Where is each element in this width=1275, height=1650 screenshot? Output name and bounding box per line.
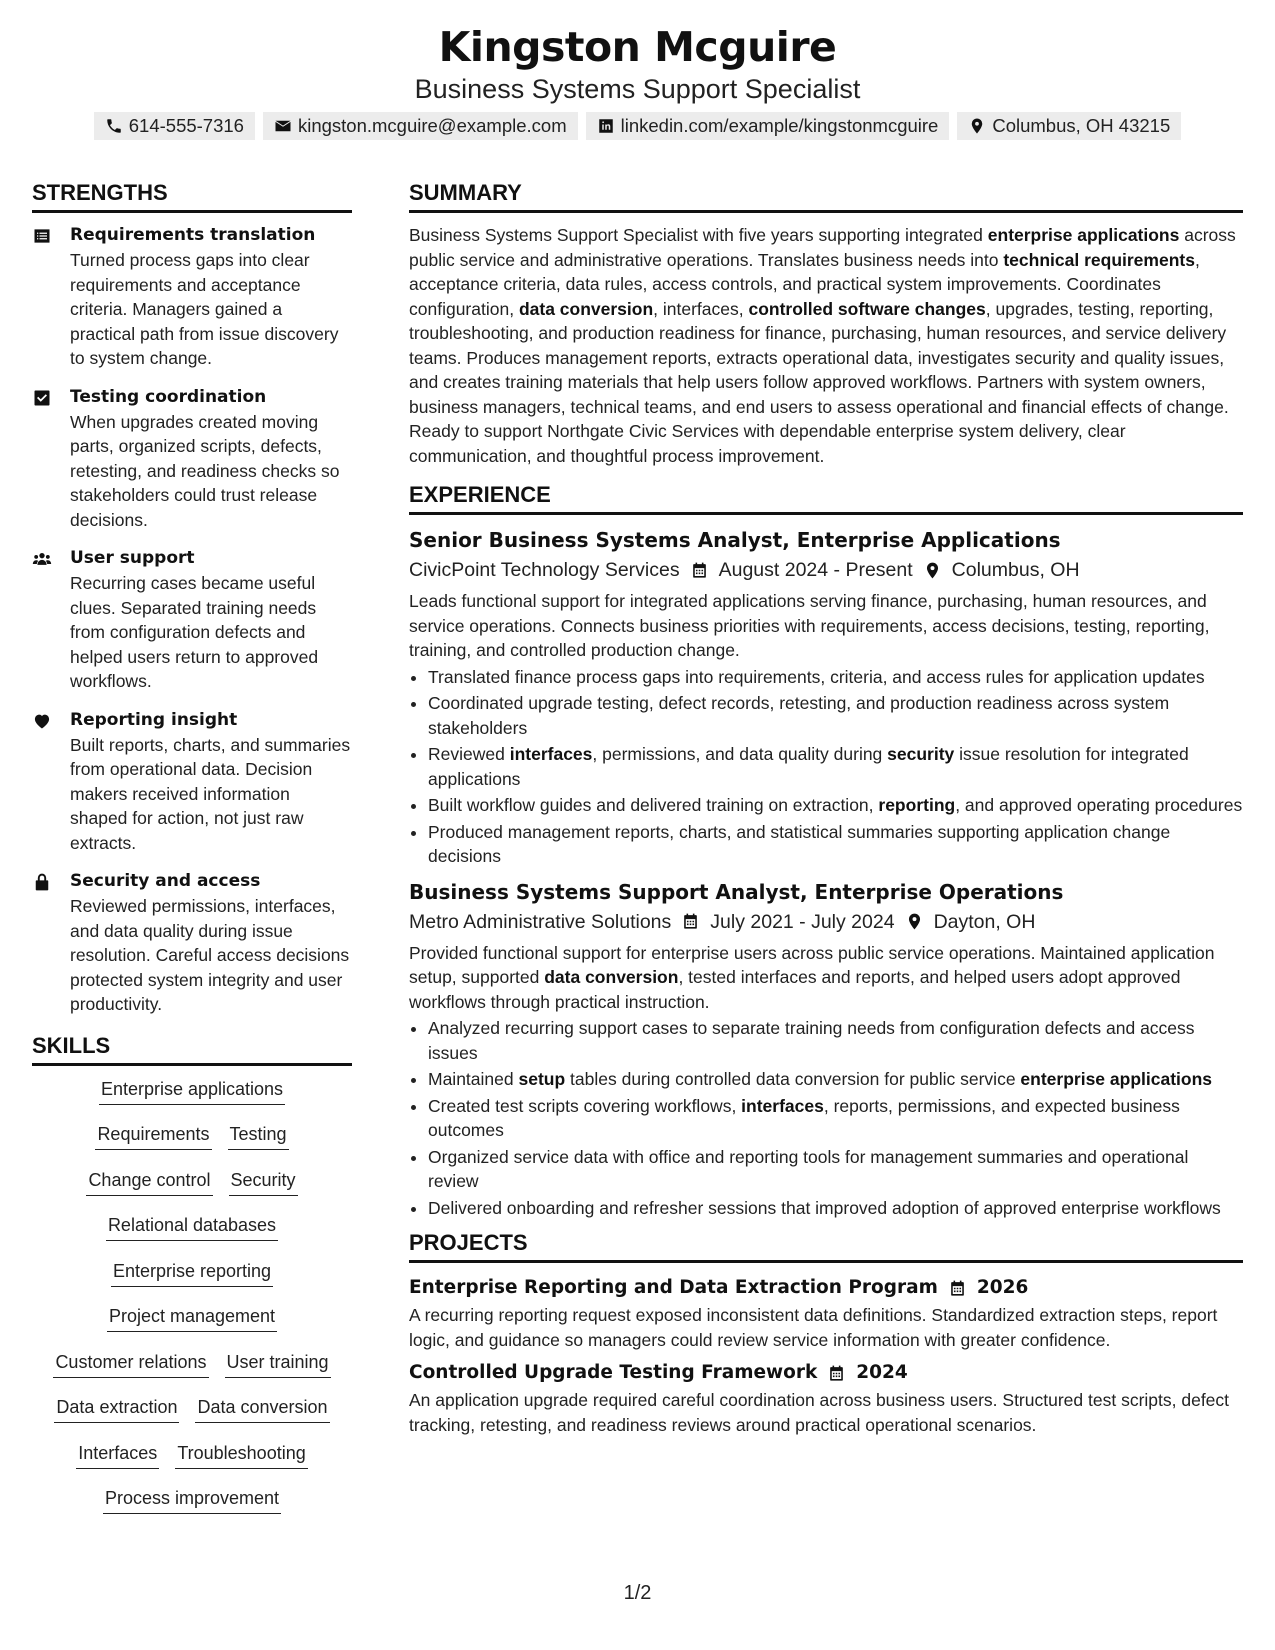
skill-tag: Data conversion <box>195 1394 329 1423</box>
job-title: Senior Business Systems Analyst, Enterprise Applications <box>409 528 1061 552</box>
left-column <box>32 178 352 1531</box>
skill-tag: Project management <box>107 1303 277 1332</box>
strength-text: Recurring cases became useful clues. Separated training needs from configuration defects and helped users return to approved workflows. <box>70 573 319 691</box>
job-bullets <box>409 1016 1243 1220</box>
strength-icon-wrap <box>32 708 56 856</box>
text-segment: Organized service data with office and reporting tools for management summaries and operational review <box>428 1146 1189 1191</box>
bullet-item <box>428 1145 1243 1194</box>
bullet-item <box>428 691 1243 740</box>
bullet-item <box>428 665 1243 690</box>
strength-title: Reporting insight <box>70 709 238 730</box>
job-location: Dayton, OH <box>933 910 1036 933</box>
linkedin-text: linkedin.com/example/kingstonmcguire <box>620 115 939 136</box>
project-title <box>409 1273 1243 1303</box>
strength-icon-wrap <box>32 546 56 694</box>
page-number: 1/2 <box>623 1582 652 1604</box>
candidate-role: Business Systems Support Specialist <box>414 74 861 104</box>
contact-bar <box>0 112 1275 140</box>
job-entry <box>409 525 1243 869</box>
job-company: CivicPoint Technology Services <box>409 559 680 581</box>
job-meta <box>409 555 1243 585</box>
job-meta <box>409 907 1243 937</box>
text-segment: tables during controlled data conversion for public service <box>565 1069 1021 1089</box>
strength-item <box>32 223 352 371</box>
skill-tag: Customer relations <box>53 1349 208 1378</box>
strength-body <box>70 223 352 371</box>
projects-list <box>409 1273 1243 1437</box>
strength-body <box>70 385 352 533</box>
skills-heading: SKILLS <box>32 1031 352 1066</box>
bullet-item <box>428 742 1243 791</box>
users-icon <box>32 549 52 569</box>
strength-text: When upgrades created moving parts, organized scripts, defects, retesting, and readiness checks so stakeholders could trust release decisions. <box>70 411 340 530</box>
strength-item <box>32 869 352 1017</box>
job-description <box>409 941 1243 1015</box>
phone-icon <box>105 117 123 135</box>
bold-keyword: setup <box>518 1069 566 1089</box>
job-location: Columbus, OH <box>951 559 1080 581</box>
experience-list <box>409 525 1243 1220</box>
map-pin-icon <box>905 912 924 931</box>
strength-item <box>32 385 352 533</box>
strength-icon-wrap <box>32 869 56 1017</box>
strength-text: Reviewed permissions, interfaces, and data quality during issue resolution. Careful access decisions protected system integrity and user productivity. <box>70 896 350 1014</box>
calendar-icon <box>690 561 709 580</box>
skill-tag: Relational databases <box>106 1212 278 1241</box>
calendar-icon <box>827 1364 846 1383</box>
strengths-heading: STRENGTHS <box>32 178 352 213</box>
skill-row <box>32 1121 352 1167</box>
skill-row <box>32 1349 352 1395</box>
skill-row <box>32 1485 352 1531</box>
project-description: An application upgrade required careful coordination across business users. Structured test scripts, defect tracking, retesting, and readiness reviews around practical operational scenarios. <box>409 1390 1230 1435</box>
strength-body <box>70 546 352 694</box>
job-company: Metro Administrative Solutions <box>409 910 672 933</box>
strength-title: Security and access <box>70 871 261 891</box>
heart-icon <box>32 711 52 731</box>
skill-tag: Data extraction <box>54 1394 179 1423</box>
bold-keyword: security <box>887 744 955 764</box>
strength-text: Turned process gaps into clear requirements and acceptance criteria. Managers gained a practical path from issue discovery to system change. <box>70 250 339 368</box>
skill-tag: User training <box>225 1349 331 1378</box>
bold-keyword: data conversion <box>518 298 654 319</box>
bold-keyword: data conversion <box>544 967 679 987</box>
skill-row <box>32 1440 352 1486</box>
project-description: A recurring reporting request exposed inconsistent data definitions. Standardized extraction steps, report logic, and guidance so managers could review service information with greater confidence. <box>409 1305 1218 1350</box>
text-segment: , permissions, and data quality during <box>592 744 888 764</box>
skill-tag: Process improvement <box>103 1485 281 1514</box>
bold-keyword: enterprise applications <box>1020 1069 1213 1089</box>
text-segment: , interfaces, <box>653 298 749 319</box>
skill-tag: Security <box>229 1167 298 1196</box>
skill-tag: Testing <box>228 1121 289 1150</box>
project-year: 2024 <box>856 1362 908 1383</box>
map-pin-icon <box>968 117 986 135</box>
text-segment: , upgrades, testing, reporting, troubleshooting, and production readiness for finance, purchasing, human resources, and service delivery teams. Produces management reports, extracts operational data, investigates security and quality issues, and creates training materials that help users follow approved workflows. Partners with system owners, business managers, technical teams, and end users to assess operational and financial effects of change. Ready to support Northgate Civic Services with dependable enterprise system delivery, clear communication, and thoughtful process improvement. <box>409 298 1229 466</box>
job-description: Leads functional support for integrated applications serving finance, purchasing, human resources, and service operations. Connects business priorities with requirements, access decisions, testing, reporting, training, and controlled production change. <box>409 591 1210 660</box>
skill-row <box>32 1258 352 1304</box>
lock-icon <box>32 872 52 892</box>
text-segment: , reports, permissions, and expected business outcomes <box>428 1095 1180 1140</box>
strength-title: Requirements translation <box>70 225 316 245</box>
phone-text: 614-555-7316 <box>128 115 244 136</box>
skill-tag: Troubleshooting <box>175 1440 307 1469</box>
text-segment: , acceptance criteria, data rules, access controls, and practical system improvements. Coordinates configuration, <box>409 249 1200 319</box>
text-segment: Reviewed <box>428 744 510 764</box>
bold-keyword: enterprise applications <box>987 225 1180 245</box>
skill-tag: Enterprise applications <box>99 1076 285 1105</box>
text-segment: Business Systems Support Specialist with five years supporting integrated <box>409 225 988 245</box>
summary-heading: SUMMARY <box>409 178 1243 213</box>
strengths-list <box>32 223 352 1017</box>
strength-item <box>32 546 352 694</box>
text-segment: Translated finance process gaps into requirements, criteria, and access rules for application updates <box>428 666 1205 687</box>
experience-heading: EXPERIENCE <box>409 480 1243 515</box>
text-segment: Provided functional support for enterprise users across public service operations. Maintained application setup, supported <box>409 942 1215 987</box>
bold-keyword: interfaces <box>509 744 593 764</box>
skill-row <box>32 1076 352 1122</box>
summary-text <box>409 223 1243 468</box>
bold-keyword: technical requirements <box>1003 249 1195 270</box>
projects-heading: PROJECTS <box>409 1228 1243 1263</box>
email-text: kingston.mcguire@example.com <box>297 115 567 136</box>
text-segment: Coordinated upgrade testing, defect records, retesting, and production readiness across system stakeholders <box>428 693 1170 738</box>
text-segment: Delivered onboarding and refresher sessions that improved adoption of approved enterprise workflows <box>428 1197 1221 1218</box>
envelope-icon <box>274 117 292 135</box>
strength-icon-wrap <box>32 223 56 371</box>
strength-body <box>70 708 352 856</box>
list-icon <box>32 226 52 246</box>
right-column <box>409 178 1243 1443</box>
text-segment: , tested interfaces and reports, and helped users adopt approved workflows through practical instruction. <box>409 967 1181 1012</box>
bullet-item <box>428 1067 1243 1092</box>
bullet-item <box>428 793 1243 818</box>
text-segment: Maintained <box>428 1069 519 1089</box>
bold-keyword: reporting <box>878 795 956 815</box>
text-segment: issue resolution for integrated applications <box>428 744 1189 789</box>
job-bullets <box>409 665 1243 869</box>
resume-header <box>0 0 1275 140</box>
phone-chip <box>94 112 255 140</box>
strength-title: Testing coordination <box>70 386 267 407</box>
skill-row <box>32 1394 352 1440</box>
bullet-item <box>428 1196 1243 1221</box>
strength-body <box>70 869 352 1017</box>
bullet-item <box>428 820 1243 869</box>
bullet-item <box>428 1016 1243 1065</box>
checkbox-icon <box>32 388 52 408</box>
bullet-item <box>428 1094 1243 1143</box>
location-chip <box>957 112 1181 140</box>
calendar-icon <box>948 1279 967 1298</box>
skills-list <box>32 1076 352 1531</box>
bold-keyword: controlled software changes <box>748 298 986 319</box>
strength-item <box>32 708 352 856</box>
project-year: 2026 <box>976 1277 1029 1298</box>
text-segment: Created test scripts covering workflows, <box>428 1095 742 1116</box>
candidate-name: Kingston Mcguire <box>438 23 837 71</box>
bold-keyword: interfaces <box>741 1095 824 1116</box>
job-entry <box>409 877 1243 1221</box>
skill-row <box>32 1212 352 1258</box>
text-segment: Produced management reports, charts, and statistical summaries supporting application change decisions <box>428 821 1171 866</box>
skill-tag: Change control <box>86 1167 212 1196</box>
skill-row <box>32 1303 352 1349</box>
skill-tag: Enterprise reporting <box>111 1258 273 1287</box>
job-title: Business Systems Support Analyst, Enterprise Operations <box>409 879 1064 904</box>
skill-tag: Requirements <box>95 1121 211 1150</box>
text-segment: , and approved operating procedures <box>955 795 1243 815</box>
email-chip[interactable] <box>263 112 578 140</box>
job-dates: July 2021 - July 2024 <box>710 910 895 933</box>
skill-tag: Interfaces <box>76 1440 159 1469</box>
strength-text: Built reports, charts, and summaries from operational data. Decision makers received information shaped for action, not just raw extracts. <box>70 734 351 853</box>
project-title <box>409 1358 1243 1388</box>
project-name: Enterprise Reporting and Data Extraction Program <box>409 1277 938 1298</box>
text-segment: across public service and administrative operations. Translates business needs into <box>409 225 1236 270</box>
text-segment: Analyzed recurring support cases to separate training needs from configuration defects and access issues <box>428 1018 1195 1063</box>
skill-row <box>32 1167 352 1213</box>
project-name: Controlled Upgrade Testing Framework <box>409 1362 818 1383</box>
linkedin-chip[interactable] <box>586 112 950 140</box>
strength-title: User support <box>70 548 195 568</box>
map-pin-icon <box>923 561 942 580</box>
job-dates: August 2024 - Present <box>718 559 913 581</box>
strength-icon-wrap <box>32 385 56 533</box>
calendar-icon <box>681 912 700 931</box>
text-segment: Built workflow guides and delivered training on extraction, <box>428 795 879 815</box>
location-text: Columbus, OH 43215 <box>992 115 1171 136</box>
linkedin-icon <box>597 117 615 135</box>
